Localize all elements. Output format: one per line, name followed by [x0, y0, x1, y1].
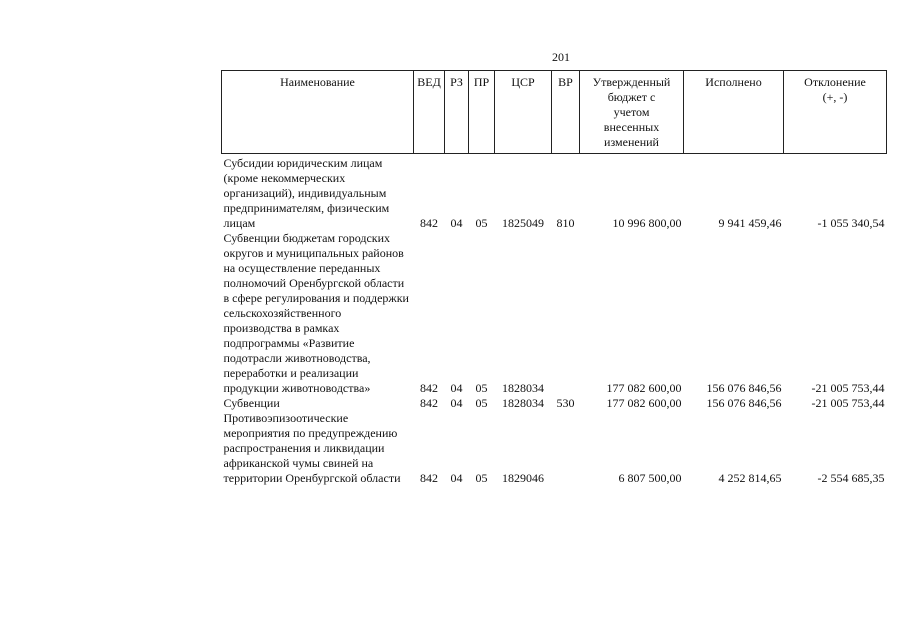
cell-csr: 1829046	[502, 471, 544, 485]
column-header-vr: ВР	[552, 71, 580, 154]
cell-ved: 842	[420, 381, 438, 395]
cell-name: Субсидии юридическим лицам (кроме некоммерческих организаций), индивидуальным предпринимателям, физическим лицам	[223, 156, 390, 230]
cell-name: Противоэпизоотические мероприятия по предупреждению распространения и ликвидации африканской чумы свиней на территории Оренбургской области	[223, 411, 401, 485]
cell-pr: 05	[475, 381, 488, 395]
column-header-pr: ПР	[469, 71, 495, 154]
table-row	[222, 231, 887, 396]
cell-csr: 1825049	[502, 216, 544, 230]
cell-rz: 04	[450, 396, 463, 410]
cell-pr: 05	[475, 471, 488, 485]
cell-executed: 9 941 459,46	[718, 216, 782, 230]
column-header-rz: РЗ	[445, 71, 469, 154]
cell-approved: 177 082 600,00	[606, 396, 682, 410]
table-row	[222, 411, 887, 486]
page-number: 201	[552, 50, 570, 64]
cell-deviation: -21 005 753,44	[811, 396, 885, 410]
cell-csr: 1828034	[502, 396, 544, 410]
cell-rz: 04	[450, 471, 463, 485]
cell-deviation: -1 055 340,54	[817, 216, 885, 230]
cell-approved: 10 996 800,00	[612, 216, 682, 230]
table-header-row	[222, 71, 887, 154]
cell-csr: 1828034	[502, 381, 544, 395]
cell-name: Субвенции бюджетам городских округов и муниципальных районов на осуществление переданных полномочий Оренбургской области в сфере регулирования и поддержки сельскохозяйственного производства в рамках подпрограммы «Развитие подотрасли животноводства, переработки и реализации продукции животноводства»	[223, 231, 409, 395]
cell-ved: 842	[420, 471, 438, 485]
cell-ved: 842	[420, 396, 438, 410]
cell-vr: 810	[556, 216, 575, 230]
column-header-csr: ЦСР	[495, 71, 552, 154]
cell-rz: 04	[450, 381, 463, 395]
table-row	[222, 156, 887, 231]
column-header-ved: ВЕД	[414, 71, 445, 154]
column-header-approved: Утвержденный бюджет с учетом внесенных изменений	[580, 71, 684, 154]
cell-name: Субвенции	[223, 396, 280, 410]
cell-pr: 05	[475, 396, 488, 410]
cell-ved: 842	[420, 216, 438, 230]
cell-vr	[552, 411, 580, 486]
column-header-deviation: Отклонение (+, -)	[784, 71, 887, 154]
cell-deviation: -2 554 685,35	[817, 471, 885, 485]
cell-executed: 156 076 846,56	[706, 396, 782, 410]
cell-rz: 04	[450, 216, 463, 230]
cell-approved: 6 807 500,00	[618, 471, 682, 485]
cell-approved: 177 082 600,00	[606, 381, 682, 395]
budget-table	[221, 70, 887, 486]
cell-vr: 530	[556, 396, 575, 410]
cell-executed: 4 252 814,65	[718, 471, 782, 485]
column-header-name: Наименование	[222, 71, 414, 154]
table-row	[222, 396, 887, 411]
cell-vr	[552, 231, 580, 396]
cell-pr: 05	[475, 216, 488, 230]
column-header-executed: Исполнено	[684, 71, 784, 154]
cell-deviation: -21 005 753,44	[811, 381, 885, 395]
cell-executed: 156 076 846,56	[706, 381, 782, 395]
